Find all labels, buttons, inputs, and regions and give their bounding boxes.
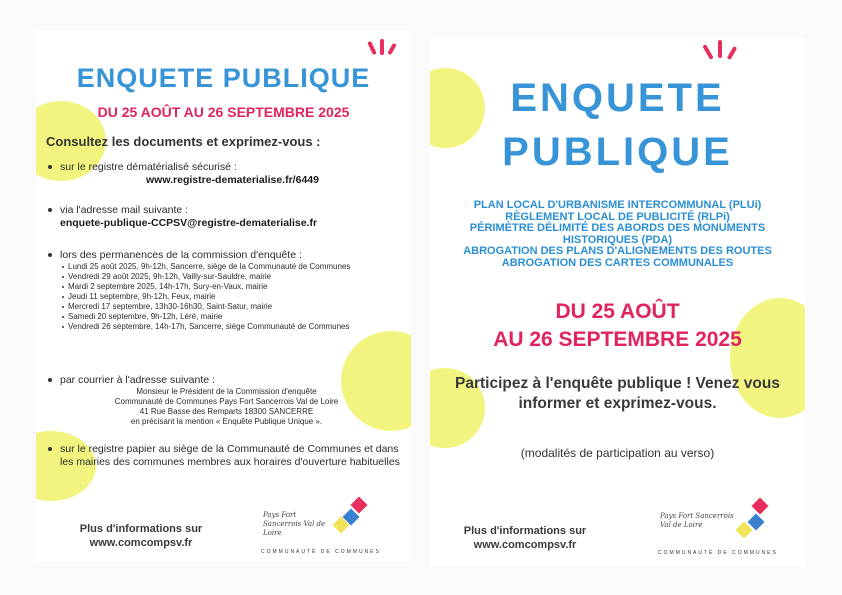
page-title-line-1: ENQUETE: [510, 76, 725, 120]
courrier-address-line: 41 Rue Basse des Remparts 18300 SANCERRE: [139, 407, 314, 416]
info-block: [56, 522, 226, 550]
website-link[interactable]: www.comcompsv.fr: [473, 539, 577, 551]
courrier-address-line: Monsieur le Président de la Commission d'enquête: [136, 387, 317, 396]
papier-text: sur le registre papier au siège de la Communauté de Communes et dans les mairies des communes membres aux horaires d'ouverture habituelles: [60, 443, 400, 468]
info-label: Plus d'informations sur: [79, 523, 203, 535]
bullet-icon: [48, 447, 52, 451]
list-item: Vendredi 29 août 2025, 9h-12h, Vailly-sur-Sauldre, mairie: [62, 272, 405, 282]
ccpsv-logo: [261, 493, 381, 555]
mail-label: via l'adresse mail suivante :: [60, 204, 189, 216]
logo-square-pink-icon: [752, 498, 769, 515]
modalites-note: (modalités de participation au verso): [520, 446, 715, 460]
flyer-recto: [430, 38, 805, 566]
website-link[interactable]: www.comcompsv.fr: [89, 537, 193, 549]
logo-text: COMMUNAUTÉ DE COMMUNES: [658, 550, 778, 556]
page-title: ENQUETE PUBLIQUE: [76, 63, 371, 93]
list-item: Samedi 20 septembre, 9h-12h, Léré, mairie: [62, 312, 405, 322]
list-item-courrier: [48, 374, 405, 427]
list-item: Mardi 2 septembre 2025, 14h-17h, Sury-en-Vaux, mairie: [62, 282, 405, 292]
courrier-address-line: Communauté de Communes Pays Fort Sancerrois Val de Loire: [114, 397, 339, 406]
bullet-icon: [48, 208, 52, 212]
sparkle-icon: [718, 40, 722, 58]
list-item-papier: [48, 443, 405, 469]
logo-text: COMMUNAUTÉ DE COMMUNES: [261, 549, 381, 555]
mail-address-link[interactable]: enquete-publique-CCPSV@registre-dematerialise.fr: [60, 217, 318, 229]
date-end: AU 26 SEPTEMBRE 2025: [493, 328, 742, 351]
sparkle-icon: [727, 46, 737, 60]
bullet-icon: [48, 165, 52, 169]
info-label: Plus d'informations sur: [463, 525, 587, 537]
procedure-item: ABROGATION DES CARTES COMMUNALES: [501, 256, 734, 269]
procedure-item: PÉRIMÈTRE DÉLIMITÉ DES ABORDS DES MONUMENTS: [469, 222, 766, 234]
registre-label: sur le registre dématérialisé sécurisé :: [60, 161, 237, 173]
list-item-mail: [48, 204, 405, 230]
participate-text: Participez à l'enquête publique ! Venez vous informer et exprimez-vous.: [455, 375, 780, 412]
list-item-registre: [48, 161, 405, 187]
list-item: Mercredi 17 septembre, 13h30-16h30, Saint-Satur, mairie: [62, 302, 405, 312]
list-item-permanences: [48, 249, 405, 332]
courrier-label: par courrier à l'adresse suivante :: [60, 374, 215, 386]
sparkle-icon: [367, 41, 377, 55]
logo-signature: Pays Fort Sancerrois Val de Loire: [660, 512, 734, 529]
flyer-verso: [36, 31, 411, 561]
courrier-address-line: en précisant la mention « Enquête Publique Unique ».: [130, 417, 323, 426]
sparkle-icon: [702, 44, 713, 60]
consult-heading: Consultez les documents et exprimez-vous :: [46, 134, 321, 149]
page-title-line-2: PUBLIQUE: [502, 130, 733, 174]
procedure-item: PLAN LOCAL D'URBANISME INTERCOMMUNAL (PLUi): [473, 199, 762, 211]
bullet-icon: [48, 378, 52, 382]
procedure-item: HISTORIQUES (PDA): [562, 233, 673, 246]
permanences-list: [62, 262, 405, 332]
list-item: Jeudi 11 septembre, 9h-12h, Feux, mairie: [62, 292, 405, 302]
logo-signature: Pays Fort Sancerrois Val de Loire: [263, 511, 326, 537]
date-start: DU 25 AOÛT: [555, 300, 680, 323]
sparkle-icon: [380, 39, 384, 55]
ccpsv-logo: [658, 494, 778, 556]
procedure-item: ABROGATION DES PLANS D'ALIGNEMENTS DES ROUTES: [463, 245, 772, 257]
bullet-icon: [48, 253, 52, 257]
permanences-label: lors des permanences de la commission d'enquête :: [60, 249, 302, 261]
sparkle-icon: [387, 43, 396, 55]
registre-url-link[interactable]: www.registre-dematerialise.fr/6449: [146, 174, 319, 186]
list-item: Lundi 25 août 2025, 9h-12h, Sancerre, siège de la Communauté de Communes: [62, 262, 405, 272]
info-block: [440, 524, 610, 552]
procedure-item: RÈGLEMENT LOCAL DE PUBLICITÉ (RLPi): [505, 210, 730, 223]
list-item: Vendredi 26 septembre, 14h-17h, Sancerre, siège Communauté de Communes: [62, 322, 405, 332]
date-range: DU 25 AOÛT AU 26 SEPTEMBRE 2025: [97, 104, 350, 120]
